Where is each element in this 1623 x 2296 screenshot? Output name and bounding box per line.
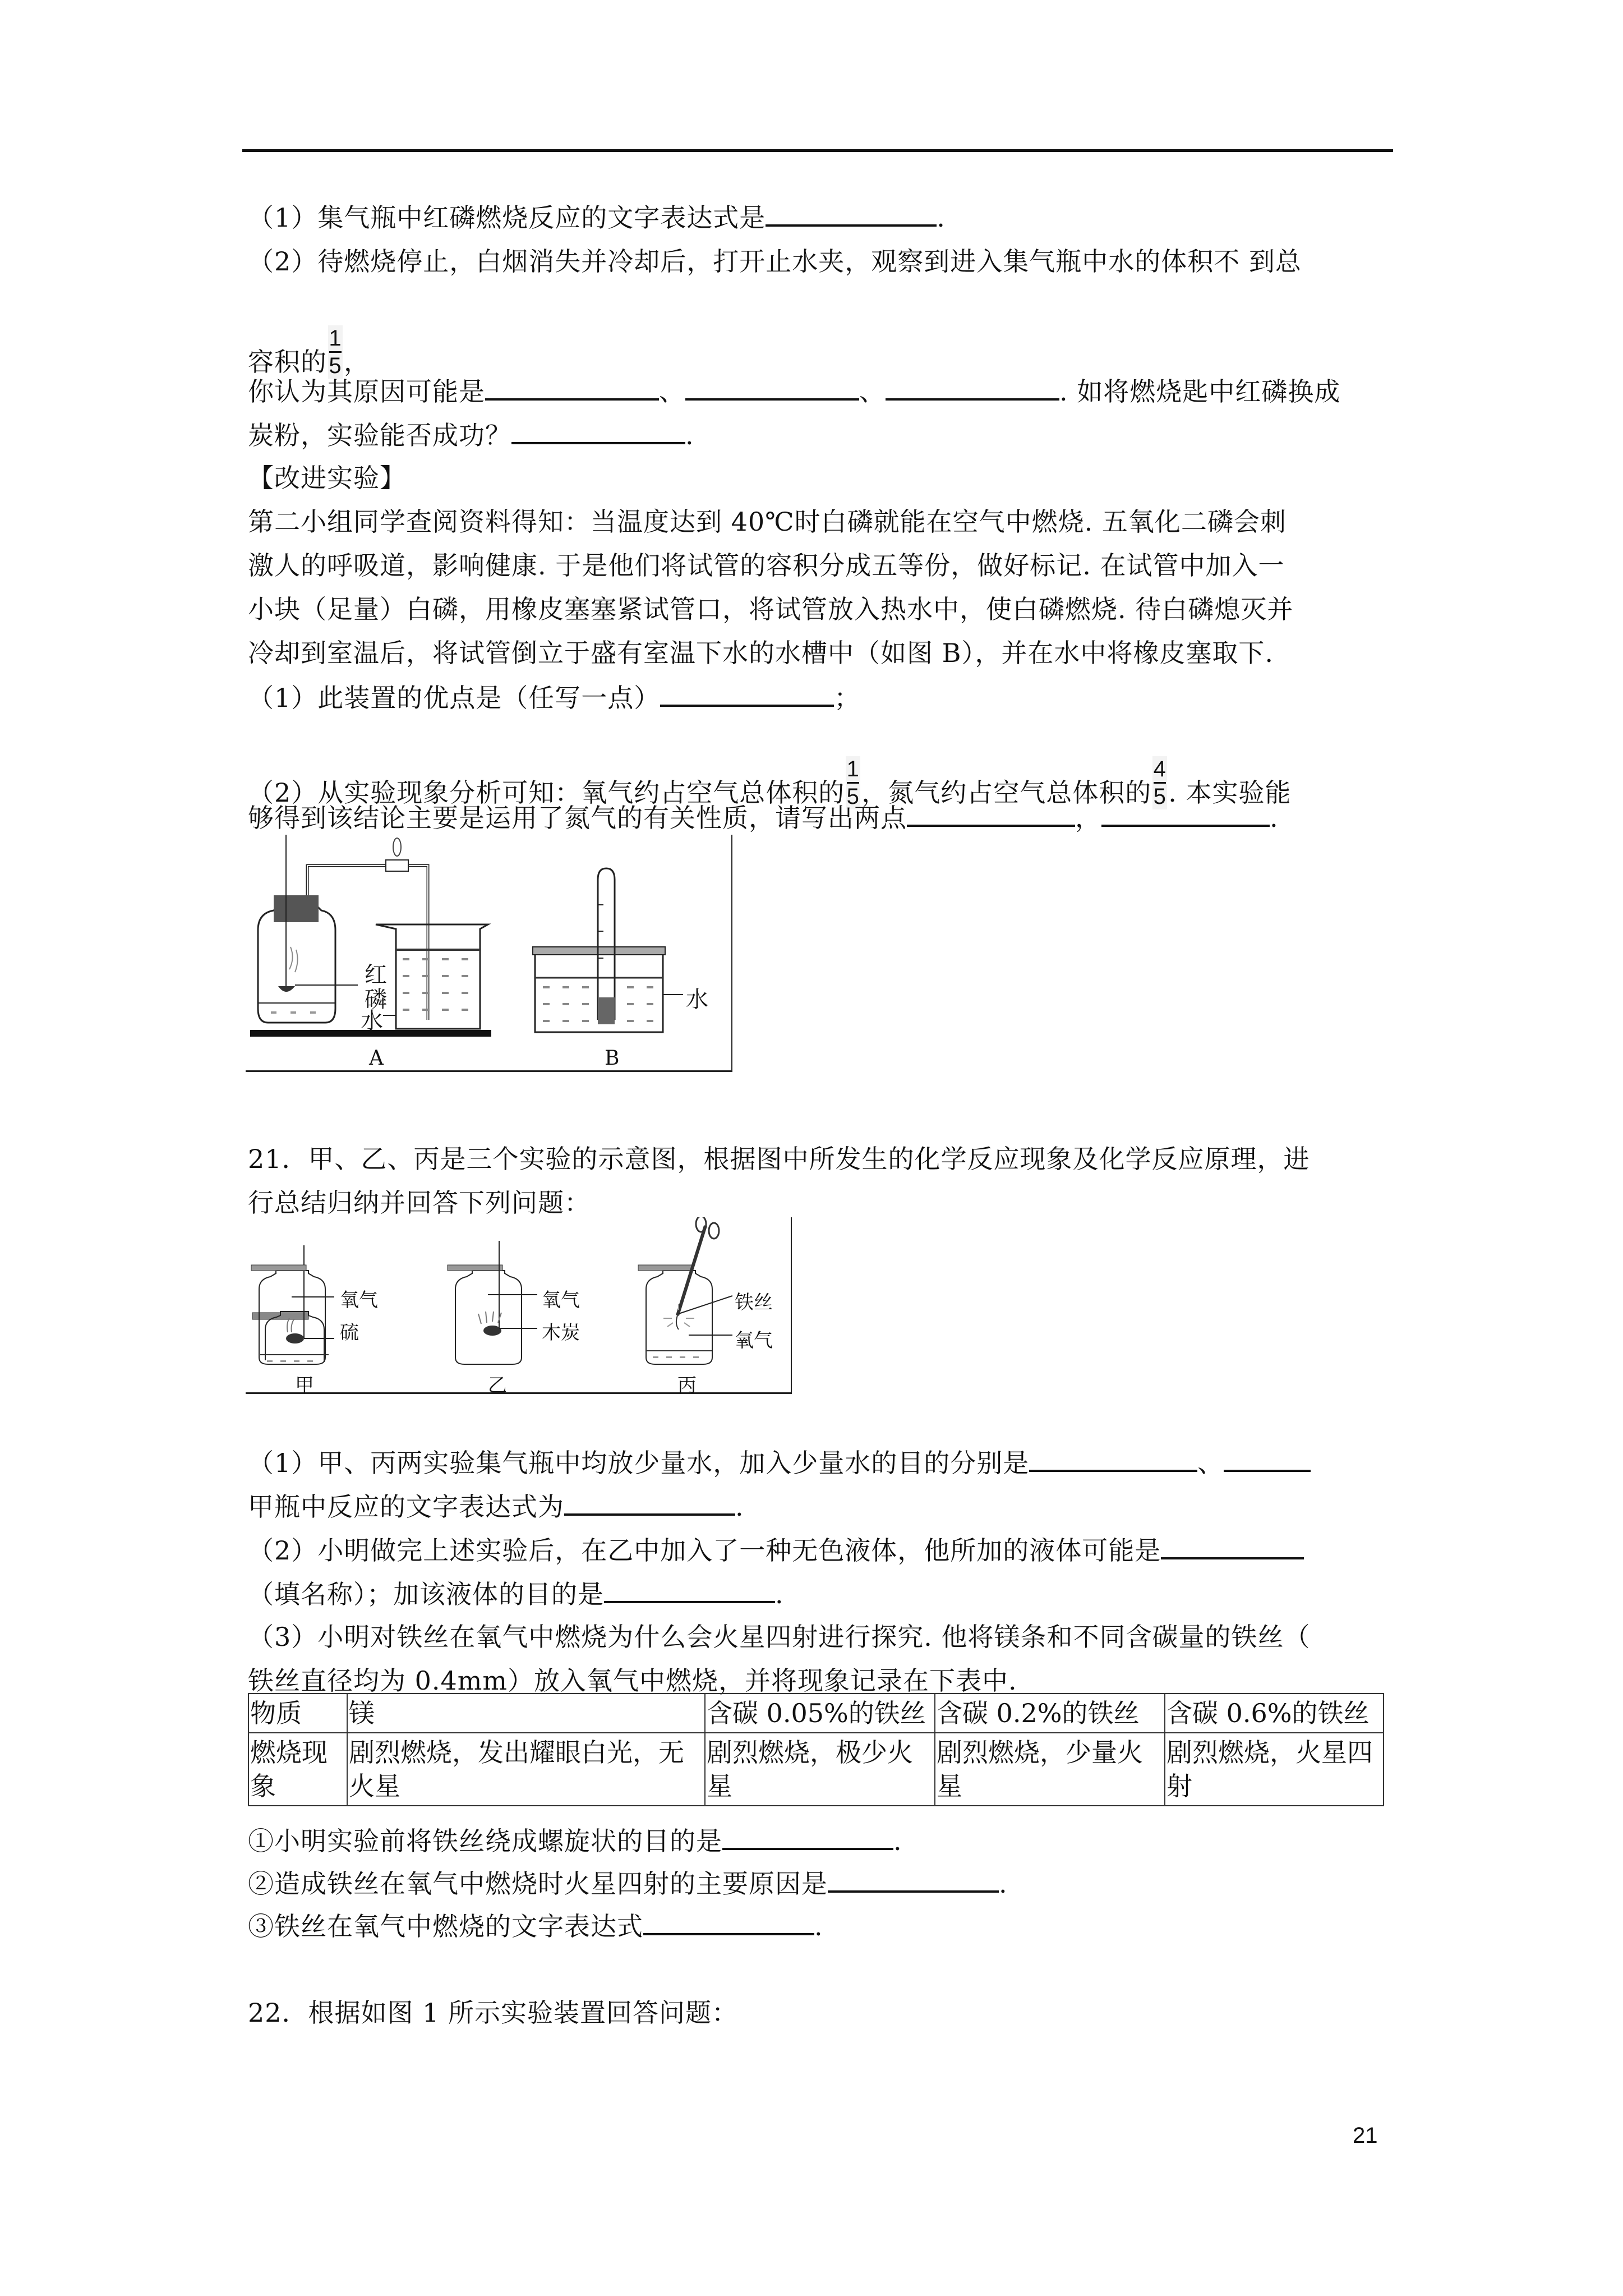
q21-part1-text: （1）甲、丙两实验集气瓶中均放少量水，加入少量水的目的分别是 (248, 1448, 1030, 1478)
table-cell: 物质 (248, 1694, 347, 1733)
iron-wire (676, 1315, 679, 1329)
q20-part2-line1: （2）待燃烧停止，白烟消失并冷却后，打开止水夹，观察到进入集气瓶中水的体积不 到总 (248, 246, 1302, 277)
q21-intro-line: 行总结归纳并回答下列问题： (248, 1188, 591, 1218)
label-water-a: 水 (361, 1008, 383, 1034)
label-charcoal: 木炭 (542, 1322, 580, 1344)
q21-intro-line: 21．甲、乙、丙是三个实验的示意图，根据图中所发生的化学反应现象及化学反应原理，进 (248, 1144, 1310, 1174)
table-cell: 剧烈燃烧，发出耀眼白光，无火星 (347, 1733, 705, 1806)
fraction-one-fifth (328, 325, 343, 379)
combustion-spoon (278, 986, 295, 992)
white-smoke (289, 947, 298, 972)
improve-text-line: 冷却到室温后，将试管倒立于盛有室温下水的水槽中（如图 B），并在水中将橡皮塞取下. (248, 638, 1274, 668)
answer-blank[interactable] (1161, 1533, 1304, 1559)
figure-ab-drawing (246, 835, 731, 1070)
q20-improve-q2-post: . 本实验能 (1168, 777, 1292, 808)
q21-part1-line2 (248, 1489, 744, 1524)
table-row (248, 1733, 1384, 1806)
q21-part2-line2-text: （填名称）；加该液体的目的是 (248, 1579, 604, 1609)
q20-part2-line4-text: 炭粉，实验能否成功？ (248, 420, 511, 450)
answer-blank[interactable] (766, 200, 937, 227)
q21-sub3-text: ③铁丝在氧气中燃烧的文字表达式 (248, 1911, 643, 1941)
q20-part2-line2-text: 容积的 (248, 347, 327, 377)
q20-improve-q2-line2 (248, 800, 1279, 835)
label-oxygen-jia: 氧气 (340, 1289, 378, 1312)
q20-improve-q1-text: （1）此装置的优点是（任写一点） (248, 683, 661, 713)
answer-blank[interactable] (907, 800, 1075, 827)
q20-part1 (248, 200, 946, 234)
fraction-numerator: 1 (846, 757, 860, 781)
answer-blank[interactable] (828, 1866, 999, 1893)
stopper-b (598, 997, 615, 1024)
separator: 、 (659, 376, 685, 407)
separator: 、 (859, 376, 886, 407)
q20-part2-line4-end: . (685, 420, 694, 450)
q20-part1-end: . (937, 203, 946, 233)
label-oxygen-yi: 氧气 (542, 1289, 580, 1312)
improve-text-line: 第二小组同学查阅资料得知：当温度达到 40℃时白磷就能在空气中燃烧. 五氧化二磷会刺 (248, 507, 1287, 537)
bottle-bing-outline (646, 1271, 712, 1364)
improve-text-line: 小块（足量）白磷，用橡皮塞塞紧试管口，将试管放入热水中，使白磷燃烧. 待白磷熄灭并 (248, 594, 1294, 624)
answer-blank[interactable] (1224, 1445, 1311, 1472)
q21-part1-line1 (248, 1445, 1311, 1480)
clamp (386, 860, 408, 871)
q21-part2-line1 (248, 1533, 1304, 1567)
q20-part2-line2 (248, 325, 370, 379)
table-cell: 含碳 0.05%的铁丝 (705, 1694, 935, 1733)
charcoal (483, 1326, 501, 1336)
q21-part1-line2-text: 甲瓶中反应的文字表达式为 (248, 1492, 564, 1522)
table-cell: 剧烈燃烧，火星四射 (1165, 1733, 1384, 1806)
q21-part2-end: . (775, 1579, 784, 1609)
answer-blank[interactable] (660, 680, 834, 707)
label-bing: 丙 (677, 1374, 697, 1397)
glass-plate-bing (638, 1265, 693, 1271)
label-red: 红 (365, 962, 387, 988)
tongs-ring (696, 1217, 706, 1232)
q21-sub2-text: ②造成铁丝在氧气中燃烧时火星四射的主要原因是 (248, 1869, 828, 1899)
table-cell: 含碳 0.6%的铁丝 (1165, 1694, 1384, 1733)
table-cell: 燃烧现象 (248, 1733, 347, 1806)
label-a: A (369, 1047, 384, 1070)
fraction-denominator: 5 (846, 784, 860, 809)
water-dots (271, 1011, 316, 1014)
fraction-denominator: 5 (1153, 784, 1166, 809)
page-number: 21 (1353, 2123, 1378, 2148)
q21-sub3 (248, 1908, 823, 1943)
table-cell: 剧烈燃烧，极少火星 (705, 1733, 935, 1806)
water-dots-bing (653, 1356, 699, 1358)
table-cell: 剧烈燃烧，少量火星 (935, 1733, 1165, 1806)
q20-improve-q1 (248, 680, 860, 715)
q20-improve-q2-line2-text: 够得到该结论主要是运用了氮气的有关性质，请写出两点 (248, 803, 907, 833)
fraction-numerator: 1 (329, 326, 342, 351)
label-jia: 甲 (295, 1374, 314, 1397)
q21-part1-end: . (735, 1492, 744, 1522)
answer-blank[interactable] (643, 1908, 814, 1935)
glass-plate-jia (251, 1265, 306, 1271)
bottle-yi-outline (455, 1271, 522, 1364)
q22-intro: 22．根据如图 1 所示实验装置回答问题： (248, 1998, 739, 2028)
label-iron-wire: 铁丝 (735, 1291, 773, 1314)
answer-blank[interactable] (604, 1576, 775, 1603)
q20-part2-line2-comma: ， (344, 347, 370, 377)
clamp-handle (393, 838, 401, 856)
q21-part2-line2 (248, 1576, 784, 1611)
fraction-denominator: 5 (329, 353, 342, 378)
answer-blank[interactable] (1101, 800, 1270, 827)
test-tube (598, 868, 615, 1020)
answer-blank[interactable] (1029, 1445, 1197, 1472)
figure-ab (246, 835, 732, 1072)
q20-improve-q2-text: （2）从实验现象分析可知：氧气约占空气总体积的 (248, 777, 845, 808)
q21-sub1-text: ①小明实验前将铁丝绕成螺旋状的目的是 (248, 1826, 722, 1856)
label-oxygen-bing: 氧气 (735, 1329, 773, 1352)
q21-part3-line2: 铁丝直径均为 0.4mm）放入氧气中燃烧，并将现象记录在下表中. (248, 1665, 1017, 1696)
q20-improve-q1-end: ； (834, 683, 861, 713)
table-cell: 含碳 0.2%的铁丝 (935, 1694, 1165, 1733)
q20-improve-q2-end: . (1270, 803, 1279, 833)
q20-improve-q2-mid: ，氮气约占空气总体积的 (861, 777, 1152, 808)
label-phosphorus: 磷 (365, 987, 387, 1013)
q21-sub2-end: . (999, 1869, 1008, 1899)
separator: 、 (1197, 1448, 1224, 1478)
q21-sub3-end: . (814, 1911, 823, 1941)
answer-blank[interactable] (722, 1823, 893, 1850)
label-b: B (605, 1047, 620, 1070)
q21-part2-text: （2）小明做完上述实验后，在乙中加入了一种无色液体，他所加的液体可能是 (248, 1535, 1161, 1566)
answer-blank[interactable] (485, 374, 659, 401)
label-line-iron-wire (679, 1296, 732, 1314)
answer-blank[interactable] (511, 417, 685, 444)
label-water-b: 水 (686, 987, 708, 1013)
answer-blank[interactable] (685, 374, 859, 401)
header-rule (242, 149, 1393, 152)
fraction-numerator: 4 (1153, 757, 1166, 781)
tongs-ring (709, 1223, 719, 1239)
q20-part2-line3 (248, 374, 1340, 408)
q21-sub1-end: . (893, 1826, 902, 1856)
q21-sub2 (248, 1866, 1008, 1901)
q21-part3-line1: （3）小明对铁丝在氧气中燃烧为什么会火星四射进行探究. 他将镁条和不同含碳量的铁丝（ (248, 1622, 1311, 1652)
answer-blank[interactable] (564, 1489, 735, 1516)
trough-rim (533, 947, 665, 955)
q20-part1-text: （1）集气瓶中红磷燃烧反应的文字表达式是 (248, 203, 766, 233)
table-cell: 镁 (347, 1694, 705, 1733)
glow-lines (478, 1312, 501, 1324)
glass-plate-yi (448, 1265, 502, 1271)
q20-part2-line3-post: . 如将燃烧匙中红磷换成 (1059, 376, 1341, 407)
figure-jia-yi-bing (246, 1217, 792, 1397)
label-sulfur: 硫 (340, 1322, 359, 1344)
q21-sub1 (248, 1823, 902, 1858)
improve-text-line: 激人的呼吸道，影响健康. 于是他们将试管的容积分成五等份，做好标记. 在试管中加入一 (248, 550, 1285, 581)
beaker-water-dots (403, 958, 468, 1011)
figure-three-bottles (246, 1217, 791, 1392)
improve-heading: 【改进实验】 (248, 463, 406, 493)
answer-blank[interactable] (886, 374, 1059, 401)
beaker (376, 924, 488, 1029)
separator: ， (1075, 803, 1101, 833)
q20-part2-line3-text: 你认为其原因可能是 (248, 376, 485, 407)
table-row (248, 1694, 1384, 1733)
label-yi: 乙 (488, 1374, 507, 1397)
rubber-stopper (274, 895, 319, 922)
combustion-table (248, 1693, 1384, 1806)
q20-part2-line4 (248, 417, 694, 452)
